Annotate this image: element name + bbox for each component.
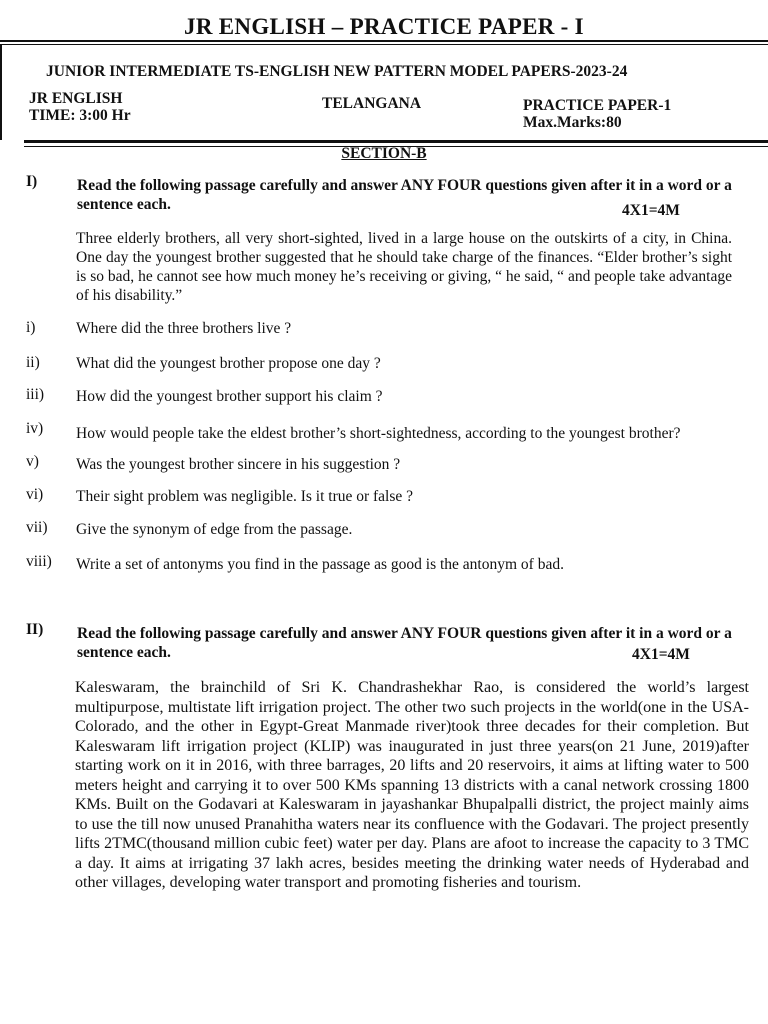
paper-subtitle: JUNIOR INTERMEDIATE TS-ENGLISH NEW PATTERN MODEL PAPERS-2023-24 [46, 63, 628, 80]
sub-question: Was the youngest brother sincere in his suggestion ? [76, 456, 401, 473]
course-label: JR ENGLISH [29, 90, 123, 107]
header-left [29, 90, 131, 124]
max-marks-label: Max.Marks:80 [523, 114, 622, 131]
header-rule [24, 140, 768, 143]
marks-label: 4X1=4M [622, 202, 680, 219]
sub-question-number: iii) [26, 386, 45, 403]
sub-question: What did the youngest brother propose one day ? [76, 355, 381, 372]
sub-question: Write a set of antonyms you find in the passage as good is the antonym of bad. [76, 556, 564, 573]
paper-title: JR ENGLISH – PRACTICE PAPER - I [184, 14, 584, 39]
sub-question-number: vii) [26, 519, 48, 536]
sub-question: Their sight problem was negligible. Is it true or false ? [76, 488, 414, 505]
question-instruction: Read the following passage carefully and answer ANY FOUR questions given after it in a word or a sentence each. [77, 625, 732, 661]
question-number: I) [26, 173, 38, 190]
time-label: TIME: 3:00 Hr [29, 107, 131, 124]
sub-question-number: iv) [26, 420, 44, 437]
sub-question: How did the youngest brother support his claim ? [76, 388, 383, 405]
sub-question-number: viii) [26, 553, 52, 570]
section-heading: SECTION-B [341, 145, 427, 162]
sub-question-number: ii) [26, 354, 40, 371]
sub-question-number: i) [26, 319, 36, 336]
paper-number-label: PRACTICE PAPER-1 [523, 97, 672, 114]
sub-question: Where did the three brothers live ? [76, 320, 292, 337]
passage-text: Three elderly brothers, all very short-sighted, lived in a large house on the outskirts of a city, in China. One day the youngest brother suggested that he should take charge of the finances. “Elder brother’s sight is so bad, he cannot see how much money he’s receiving or giving, “ he said, “ and people take advantage of his disability.” [76, 230, 732, 304]
marks-label: 4X1=4M [632, 646, 690, 663]
sub-question-number: vi) [26, 486, 44, 503]
header-right [523, 97, 671, 131]
sub-question-number: v) [26, 453, 39, 470]
question-instruction: Read the following passage carefully and answer ANY FOUR questions given after it in a word or a sentence each. [77, 177, 732, 213]
passage-text: Kaleswaram, the brainchild of Sri K. Chandrashekhar Rao, is considered the world’s largest multipurpose, multistate lift irrigation project. The other two such projects in the world(one in the USA-Colorado, and the other in Egypt-Great Manmade river)took three decades for their completion. But Kaleswaram lift irrigation project (KLIP) was inaugurated in just three years(on 21 June, 2019)after starting work on it in 2016, with three barrages, 20 lifts and 20 reservoirs, it aims at lifting water to 500 meters height and carrying it to over 500 KMs spanning 13 districts with a canal network crossing 1800 KMs. Built on the Godavari at Kaleswaram in jayashankar Bhupalpalli district, the project mainly aims to use the till now unused Pranahitha waters near its confluence with the Godavari. The project presently lifts 2TMC(thousand million cubic feet) water per day. Plans are afoot to increase the capacity to 3 TMC a day. It aims at irrigating 37 lakh acres, besides meeting the drinking water needs of Hyderabad and other villages, developing water transport and promoting fisheries and tourism. [75, 679, 749, 891]
state-label: TELANGANA [322, 95, 422, 112]
top-rule-thin [0, 44, 768, 45]
sub-question: How would people take the eldest brother’s short-sightedness, according to the youngest brother? [76, 425, 681, 442]
sub-question: Give the synonym of edge from the passage. [76, 521, 353, 538]
top-rule [0, 40, 768, 42]
question-number: II) [26, 621, 44, 638]
left-border [0, 44, 2, 140]
